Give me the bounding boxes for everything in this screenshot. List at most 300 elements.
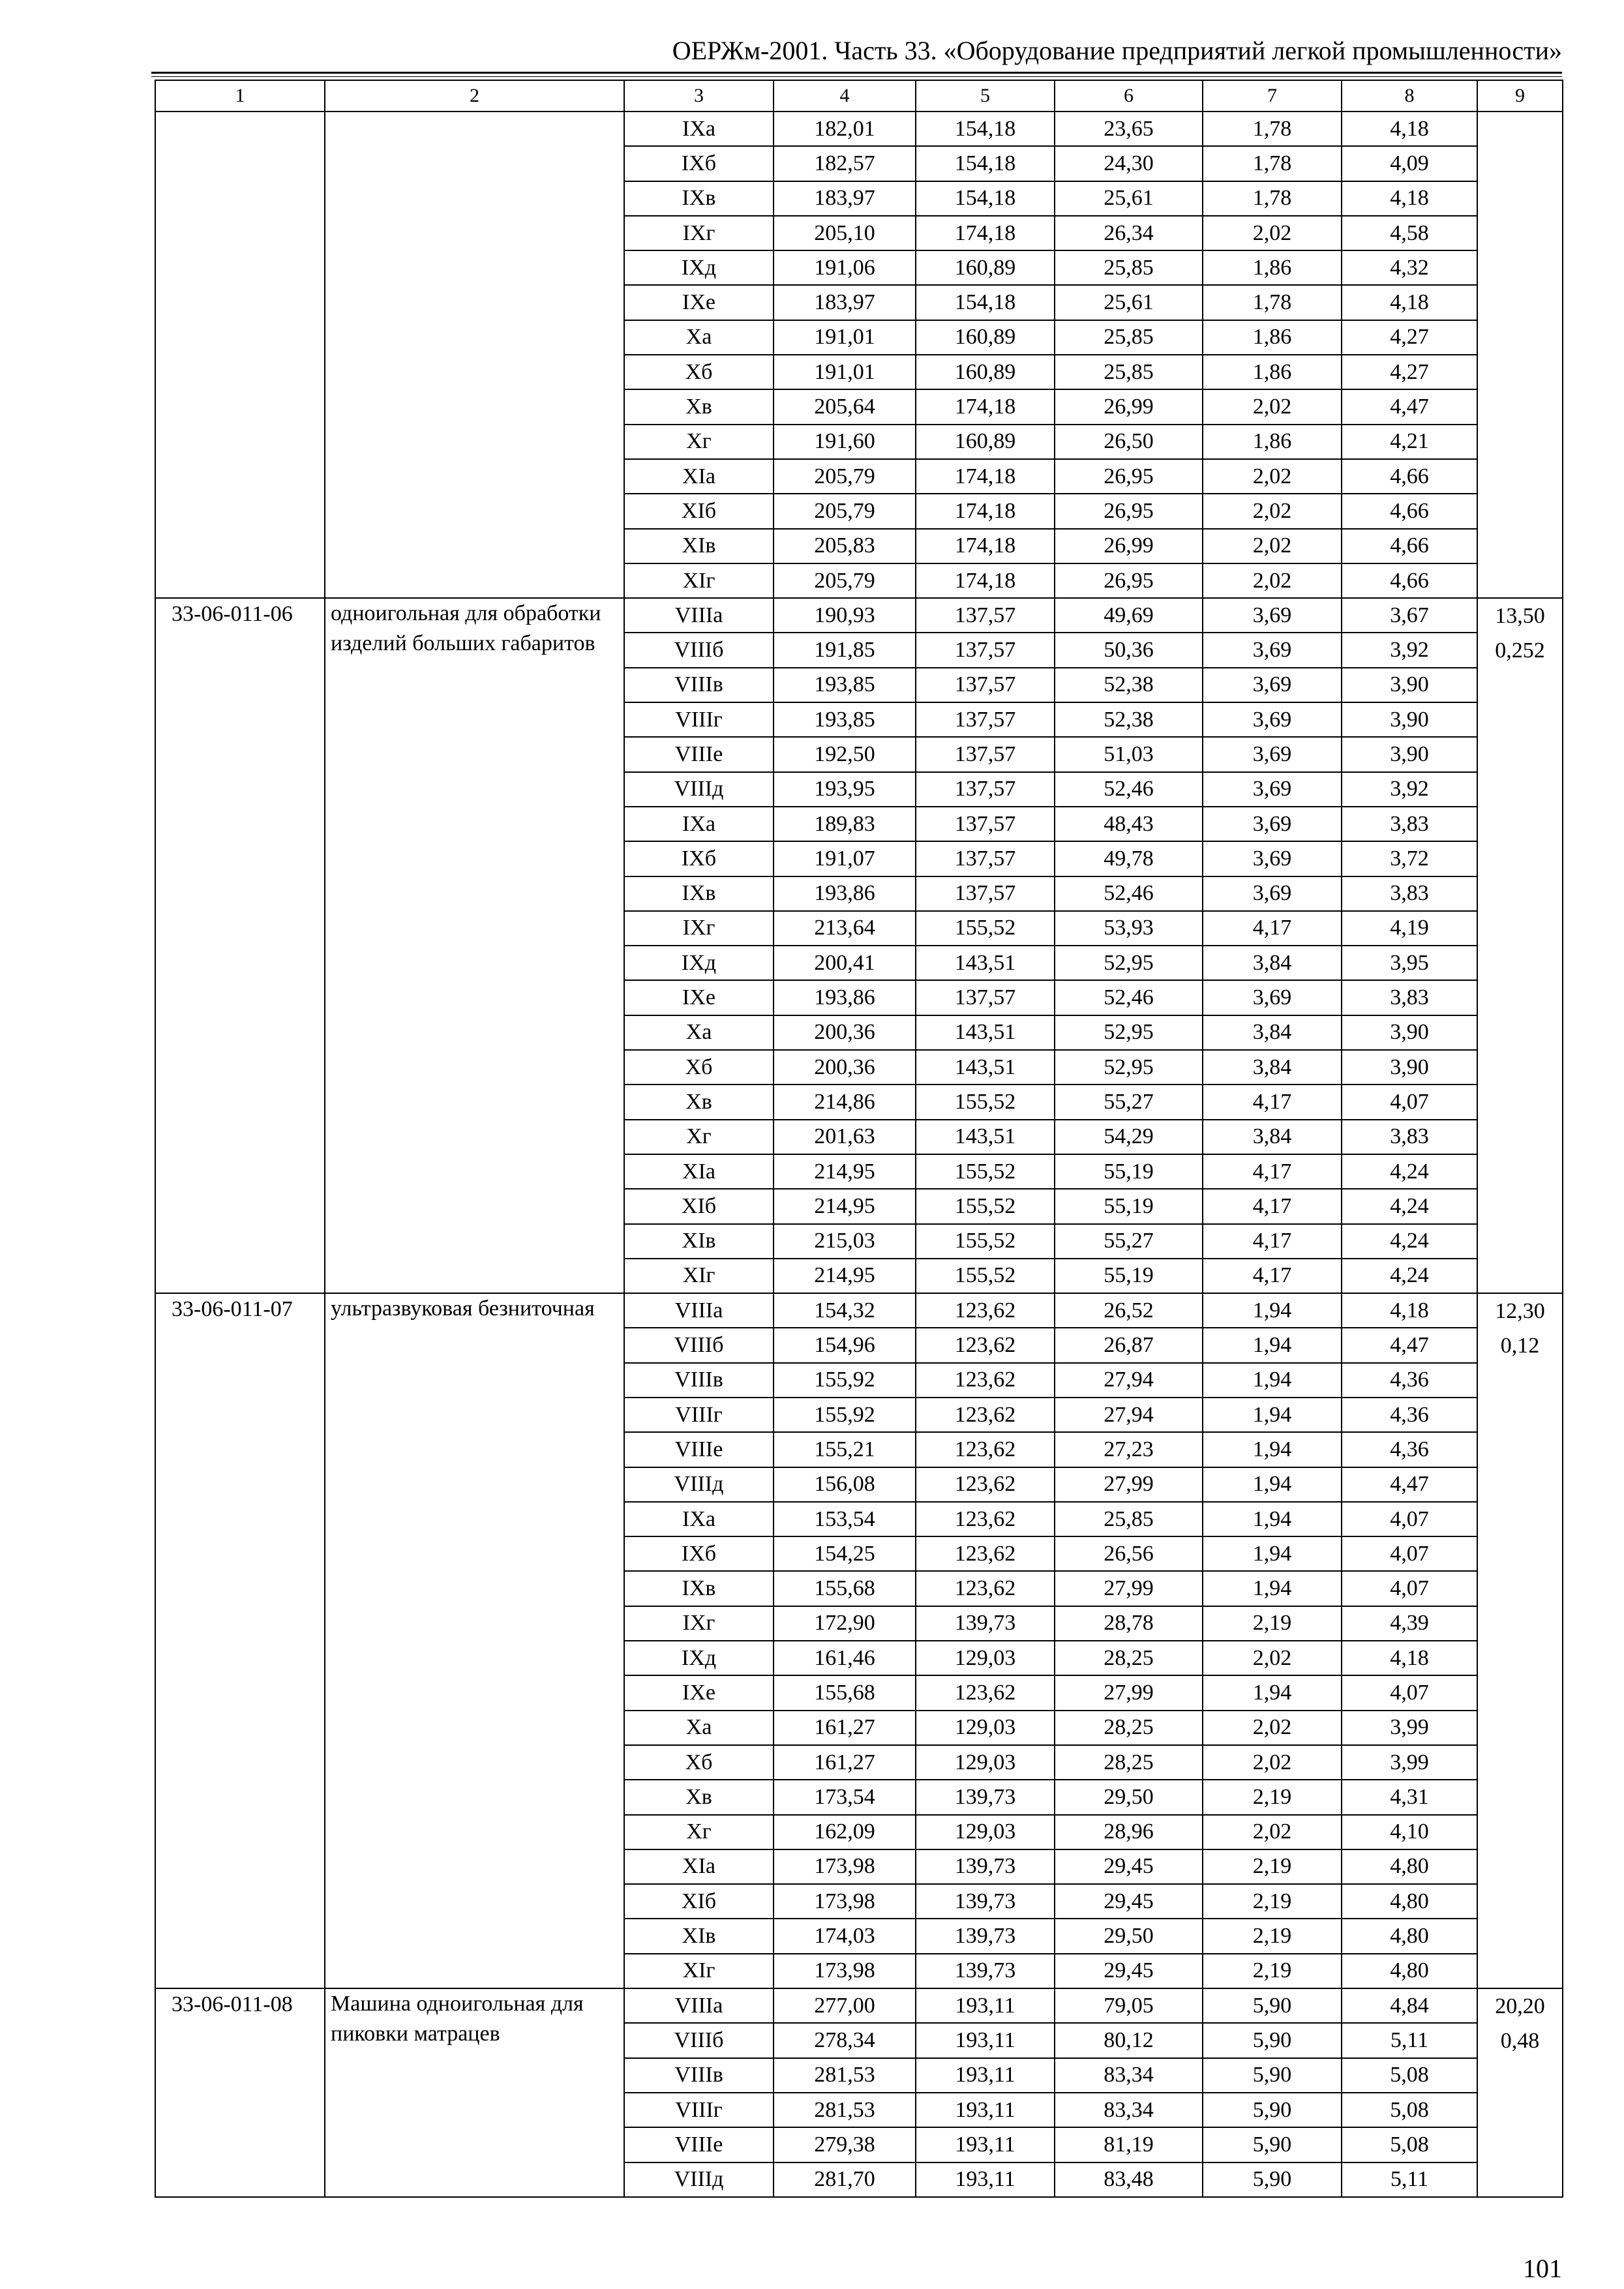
value-cell: 2,02: [1203, 1711, 1342, 1745]
zone-cell: IXб: [624, 841, 774, 876]
value-cell: 1,94: [1203, 1432, 1342, 1467]
value-cell: 190,93: [774, 598, 916, 633]
value-cell: 27,99: [1055, 1571, 1203, 1606]
value-cell: 214,95: [774, 1189, 916, 1223]
zone-cell: Xв: [624, 389, 774, 424]
value-cell: 137,57: [916, 807, 1055, 841]
table-row: [155, 112, 1563, 146]
value-cell: 129,03: [916, 1711, 1055, 1745]
value-cell: 52,38: [1055, 702, 1203, 737]
value-cell: 4,66: [1342, 529, 1477, 563]
value-cell: 4,09: [1342, 146, 1477, 181]
value-cell: 4,07: [1342, 1085, 1477, 1119]
value-cell: 174,18: [916, 563, 1055, 598]
zone-cell: Xб: [624, 1050, 774, 1085]
value-cell: 5,90: [1203, 2162, 1342, 2197]
value-cell: 28,25: [1055, 1745, 1203, 1780]
value-cell: 155,52: [916, 1189, 1055, 1223]
value-cell: 1,86: [1203, 250, 1342, 285]
value-cell: 156,08: [774, 1467, 916, 1502]
value-cell: 4,47: [1342, 1467, 1477, 1502]
zone-cell: VIIIб: [624, 1328, 774, 1362]
value-cell: 26,34: [1055, 216, 1203, 250]
extra-values-cell: [1477, 598, 1563, 1293]
value-cell: 139,73: [916, 1884, 1055, 1919]
value-cell: 281,53: [774, 2093, 916, 2127]
value-cell: 27,94: [1055, 1398, 1203, 1432]
value-cell: 52,95: [1055, 1050, 1203, 1085]
value-cell: 214,95: [774, 1259, 916, 1293]
value-cell: 3,84: [1203, 1015, 1342, 1050]
value-cell: 3,90: [1342, 1050, 1477, 1085]
value-cell: 201,63: [774, 1120, 916, 1154]
value-cell: 3,69: [1203, 633, 1342, 667]
value-cell: 2,02: [1203, 1745, 1342, 1780]
value-cell: 1,94: [1203, 1293, 1342, 1328]
zone-cell: XIв: [624, 1919, 774, 1953]
value-cell: 137,57: [916, 668, 1055, 702]
value-cell: 205,79: [774, 494, 916, 528]
value-cell: 25,85: [1055, 250, 1203, 285]
value-cell: 4,47: [1342, 1328, 1477, 1362]
extra-values-cell: [1477, 112, 1563, 598]
zone-cell: IXа: [624, 807, 774, 841]
zone-cell: XIв: [624, 529, 774, 563]
value-cell: 4,84: [1342, 1988, 1477, 2023]
zone-cell: VIIIв: [624, 2058, 774, 2093]
value-cell: 52,46: [1055, 772, 1203, 807]
value-cell: 3,69: [1203, 668, 1342, 702]
value-cell: 154,18: [916, 146, 1055, 181]
value-cell: 5,90: [1203, 1988, 1342, 2023]
zone-cell: IXд: [624, 1641, 774, 1675]
value-cell: 123,62: [916, 1398, 1055, 1432]
zone-cell: VIIIд: [624, 2162, 774, 2197]
value-cell: 2,02: [1203, 459, 1342, 494]
value-cell: 200,36: [774, 1050, 916, 1085]
value-cell: 182,01: [774, 112, 916, 146]
value-cell: 5,90: [1203, 2023, 1342, 2057]
value-cell: 205,79: [774, 563, 916, 598]
zone-cell: VIIIе: [624, 1432, 774, 1467]
item-code: [155, 112, 325, 598]
value-cell: 3,90: [1342, 668, 1477, 702]
value-cell: 161,27: [774, 1745, 916, 1780]
zone-cell: Xа: [624, 1015, 774, 1050]
zone-cell: VIIIг: [624, 1398, 774, 1432]
value-cell: 1,78: [1203, 112, 1342, 146]
value-cell: 160,89: [916, 250, 1055, 285]
value-cell: 2,02: [1203, 1815, 1342, 1849]
value-cell: 137,57: [916, 876, 1055, 911]
value-cell: 55,19: [1055, 1189, 1203, 1223]
value-cell: 5,08: [1342, 2058, 1477, 2093]
value-cell: 4,18: [1342, 1293, 1477, 1328]
value-cell: 4,80: [1342, 1919, 1477, 1953]
zone-cell: IXб: [624, 146, 774, 181]
value-cell: 155,52: [916, 1259, 1055, 1293]
value-cell: 173,54: [774, 1780, 916, 1814]
item-name: [325, 112, 624, 598]
extra-value: 0,252: [1495, 638, 1545, 663]
value-cell: 1,78: [1203, 181, 1342, 216]
value-cell: 143,51: [916, 946, 1055, 980]
value-cell: 4,36: [1342, 1432, 1477, 1467]
value-cell: 279,38: [774, 2127, 916, 2162]
value-cell: 193,11: [916, 1988, 1055, 2023]
value-cell: 2,19: [1203, 1849, 1342, 1884]
zone-cell: VIIIа: [624, 598, 774, 633]
zone-cell: VIIIг: [624, 2093, 774, 2127]
extra-values-cell: [1477, 1293, 1563, 1988]
value-cell: 154,32: [774, 1293, 916, 1328]
value-cell: 3,69: [1203, 702, 1342, 737]
zone-cell: Xг: [624, 1120, 774, 1154]
value-cell: 1,94: [1203, 1502, 1342, 1536]
value-cell: 1,86: [1203, 320, 1342, 355]
value-cell: 154,96: [774, 1328, 916, 1362]
zone-cell: IXг: [624, 911, 774, 946]
value-cell: 29,45: [1055, 1884, 1203, 1919]
zone-cell: VIIIб: [624, 633, 774, 667]
value-cell: 200,36: [774, 1015, 916, 1050]
value-cell: 49,69: [1055, 598, 1203, 633]
value-cell: 139,73: [916, 1919, 1055, 1953]
column-header: 9: [1477, 80, 1563, 112]
value-cell: 189,83: [774, 807, 916, 841]
value-cell: 4,58: [1342, 216, 1477, 250]
value-cell: 23,65: [1055, 112, 1203, 146]
value-cell: 5,08: [1342, 2127, 1477, 2162]
value-cell: 5,11: [1342, 2023, 1477, 2057]
value-cell: 55,19: [1055, 1259, 1203, 1293]
zone-cell: Xг: [624, 425, 774, 459]
extra-value: 0,12: [1500, 1334, 1540, 1358]
zone-cell: IXв: [624, 1571, 774, 1606]
extra-value: 12,30: [1495, 1299, 1545, 1324]
value-cell: 160,89: [916, 320, 1055, 355]
value-cell: 2,02: [1203, 216, 1342, 250]
zone-cell: XIа: [624, 1154, 774, 1189]
value-cell: 139,73: [916, 1606, 1055, 1641]
value-cell: 137,57: [916, 980, 1055, 1015]
item-code: 33-06-011-07: [155, 1293, 325, 1988]
value-cell: 214,86: [774, 1085, 916, 1119]
zone-cell: IXд: [624, 946, 774, 980]
value-cell: 4,24: [1342, 1259, 1477, 1293]
value-cell: 3,72: [1342, 841, 1477, 876]
column-header: 8: [1342, 80, 1477, 112]
value-cell: 123,62: [916, 1432, 1055, 1467]
value-cell: 191,07: [774, 841, 916, 876]
value-cell: 1,86: [1203, 355, 1342, 389]
value-cell: 79,05: [1055, 1988, 1203, 2023]
value-cell: 52,38: [1055, 668, 1203, 702]
value-cell: 4,17: [1203, 1189, 1342, 1223]
value-cell: 1,78: [1203, 285, 1342, 320]
value-cell: 139,73: [916, 1780, 1055, 1814]
zone-cell: XIг: [624, 1954, 774, 1988]
value-cell: 28,25: [1055, 1641, 1203, 1675]
item-code: 33-06-011-08: [155, 1988, 325, 2197]
value-cell: 1,86: [1203, 425, 1342, 459]
value-cell: 55,19: [1055, 1154, 1203, 1189]
zone-cell: VIIIе: [624, 737, 774, 771]
value-cell: 154,25: [774, 1536, 916, 1571]
zone-cell: IXе: [624, 285, 774, 320]
value-cell: 205,83: [774, 529, 916, 563]
value-cell: 52,95: [1055, 1015, 1203, 1050]
value-cell: 1,94: [1203, 1363, 1342, 1398]
value-cell: 4,36: [1342, 1398, 1477, 1432]
value-cell: 4,24: [1342, 1224, 1477, 1259]
column-number-row: [155, 80, 1563, 112]
value-cell: 48,43: [1055, 807, 1203, 841]
value-cell: 4,19: [1342, 911, 1477, 946]
item-code: 33-06-011-06: [155, 598, 325, 1293]
value-cell: 2,19: [1203, 1606, 1342, 1641]
value-cell: 4,66: [1342, 494, 1477, 528]
value-cell: 27,23: [1055, 1432, 1203, 1467]
value-cell: 5,90: [1203, 2093, 1342, 2127]
value-cell: 205,10: [774, 216, 916, 250]
value-cell: 200,41: [774, 946, 916, 980]
value-cell: 215,03: [774, 1224, 916, 1259]
value-cell: 26,87: [1055, 1328, 1203, 1362]
value-cell: 4,18: [1342, 181, 1477, 216]
value-cell: 155,21: [774, 1432, 916, 1467]
value-cell: 26,95: [1055, 494, 1203, 528]
value-cell: 1,94: [1203, 1467, 1342, 1502]
value-cell: 214,95: [774, 1154, 916, 1189]
value-cell: 4,17: [1203, 1085, 1342, 1119]
value-cell: 26,95: [1055, 563, 1203, 598]
value-cell: 3,83: [1342, 1120, 1477, 1154]
value-cell: 173,98: [774, 1849, 916, 1884]
zone-cell: IXв: [624, 181, 774, 216]
value-cell: 2,02: [1203, 1641, 1342, 1675]
value-cell: 28,96: [1055, 1815, 1203, 1849]
value-cell: 3,69: [1203, 841, 1342, 876]
rates-table: [155, 80, 1563, 2198]
value-cell: 3,84: [1203, 1120, 1342, 1154]
value-cell: 3,92: [1342, 772, 1477, 807]
header-rule: [151, 72, 1562, 77]
item-name: Машина одноигольная для пиковки матрацев: [325, 1988, 624, 2197]
value-cell: 154,18: [916, 112, 1055, 146]
value-cell: 143,51: [916, 1050, 1055, 1085]
zone-cell: IXа: [624, 112, 774, 146]
value-cell: 182,57: [774, 146, 916, 181]
value-cell: 4,18: [1342, 285, 1477, 320]
value-cell: 3,69: [1203, 876, 1342, 911]
value-cell: 4,10: [1342, 1815, 1477, 1849]
value-cell: 155,68: [774, 1571, 916, 1606]
value-cell: 155,52: [916, 1154, 1055, 1189]
zone-cell: IXв: [624, 876, 774, 911]
value-cell: 27,99: [1055, 1675, 1203, 1710]
value-cell: 191,06: [774, 250, 916, 285]
value-cell: 278,34: [774, 2023, 916, 2057]
value-cell: 174,18: [916, 459, 1055, 494]
value-cell: 25,85: [1055, 1502, 1203, 1536]
value-cell: 26,99: [1055, 529, 1203, 563]
value-cell: 153,54: [774, 1502, 916, 1536]
item-name: ультразвуковая безниточная: [325, 1293, 624, 1988]
value-cell: 1,94: [1203, 1536, 1342, 1571]
value-cell: 28,78: [1055, 1606, 1203, 1641]
value-cell: 137,57: [916, 702, 1055, 737]
value-cell: 26,99: [1055, 389, 1203, 424]
value-cell: 193,11: [916, 2058, 1055, 2093]
value-cell: 193,11: [916, 2023, 1055, 2057]
value-cell: 81,19: [1055, 2127, 1203, 2162]
value-cell: 123,62: [916, 1536, 1055, 1571]
value-cell: 193,85: [774, 668, 916, 702]
zone-cell: XIа: [624, 1849, 774, 1884]
value-cell: 155,68: [774, 1675, 916, 1710]
value-cell: 174,18: [916, 494, 1055, 528]
value-cell: 3,90: [1342, 737, 1477, 771]
table-row: [155, 598, 1563, 633]
value-cell: 123,62: [916, 1293, 1055, 1328]
value-cell: 173,98: [774, 1954, 916, 1988]
value-cell: 49,78: [1055, 841, 1203, 876]
value-cell: 137,57: [916, 772, 1055, 807]
value-cell: 277,00: [774, 1988, 916, 2023]
value-cell: 155,52: [916, 1224, 1055, 1259]
zone-cell: VIIIд: [624, 772, 774, 807]
value-cell: 2,02: [1203, 494, 1342, 528]
zone-cell: VIIIб: [624, 2023, 774, 2057]
zone-cell: IXд: [624, 250, 774, 285]
value-cell: 193,86: [774, 980, 916, 1015]
value-cell: 4,17: [1203, 1154, 1342, 1189]
value-cell: 2,19: [1203, 1884, 1342, 1919]
value-cell: 3,95: [1342, 946, 1477, 980]
zone-cell: Xб: [624, 1745, 774, 1780]
value-cell: 3,99: [1342, 1711, 1477, 1745]
zone-cell: IXа: [624, 1502, 774, 1536]
item-name: одноигольная для обработки изделий больших габаритов: [325, 598, 624, 1293]
value-cell: 4,47: [1342, 389, 1477, 424]
value-cell: 191,01: [774, 355, 916, 389]
value-cell: 160,89: [916, 425, 1055, 459]
value-cell: 29,50: [1055, 1919, 1203, 1953]
value-cell: 52,95: [1055, 946, 1203, 980]
value-cell: 83,48: [1055, 2162, 1203, 2197]
value-cell: 55,27: [1055, 1224, 1203, 1259]
value-cell: 281,53: [774, 2058, 916, 2093]
value-cell: 213,64: [774, 911, 916, 946]
zone-cell: VIIIе: [624, 2127, 774, 2162]
value-cell: 3,83: [1342, 876, 1477, 911]
column-header: 1: [155, 80, 325, 112]
value-cell: 5,11: [1342, 2162, 1477, 2197]
value-cell: 4,24: [1342, 1154, 1477, 1189]
value-cell: 26,52: [1055, 1293, 1203, 1328]
value-cell: 2,02: [1203, 389, 1342, 424]
value-cell: 205,79: [774, 459, 916, 494]
value-cell: 1,78: [1203, 146, 1342, 181]
value-cell: 193,11: [916, 2162, 1055, 2197]
zone-cell: XIб: [624, 494, 774, 528]
value-cell: 183,97: [774, 285, 916, 320]
value-cell: 161,27: [774, 1711, 916, 1745]
extra-value: 20,20: [1495, 1994, 1545, 2019]
value-cell: 193,11: [916, 2093, 1055, 2127]
value-cell: 155,52: [916, 1085, 1055, 1119]
value-cell: 80,12: [1055, 2023, 1203, 2057]
value-cell: 3,67: [1342, 598, 1477, 633]
column-header: 6: [1055, 80, 1203, 112]
value-cell: 1,94: [1203, 1328, 1342, 1362]
value-cell: 29,45: [1055, 1954, 1203, 1988]
zone-cell: VIIIг: [624, 702, 774, 737]
value-cell: 4,80: [1342, 1849, 1477, 1884]
zone-cell: VIIIа: [624, 1293, 774, 1328]
zone-cell: IXг: [624, 216, 774, 250]
value-cell: 123,62: [916, 1571, 1055, 1606]
value-cell: 5,90: [1203, 2058, 1342, 2093]
zone-cell: IXг: [624, 1606, 774, 1641]
column-header: 7: [1203, 80, 1342, 112]
extra-value: 0,48: [1500, 2029, 1540, 2054]
zone-cell: VIIIв: [624, 668, 774, 702]
value-cell: 2,19: [1203, 1954, 1342, 1988]
zone-cell: Xв: [624, 1780, 774, 1814]
value-cell: 3,69: [1203, 598, 1342, 633]
page-header: ОЕРЖм-2001. Часть 33. «Оборудование предприятий легкой промышленности»: [672, 36, 1562, 65]
value-cell: 51,03: [1055, 737, 1203, 771]
value-cell: 54,29: [1055, 1120, 1203, 1154]
value-cell: 137,57: [916, 841, 1055, 876]
value-cell: 1,94: [1203, 1398, 1342, 1432]
value-cell: 25,85: [1055, 320, 1203, 355]
value-cell: 137,57: [916, 633, 1055, 667]
extra-values-cell: [1477, 1988, 1563, 2197]
value-cell: 3,83: [1342, 980, 1477, 1015]
value-cell: 1,94: [1203, 1675, 1342, 1710]
value-cell: 162,09: [774, 1815, 916, 1849]
zone-cell: Xа: [624, 1711, 774, 1745]
zone-cell: XIг: [624, 563, 774, 598]
value-cell: 281,70: [774, 2162, 916, 2197]
value-cell: 29,45: [1055, 1849, 1203, 1884]
zone-cell: Xг: [624, 1815, 774, 1849]
value-cell: 154,18: [916, 181, 1055, 216]
value-cell: 183,97: [774, 181, 916, 216]
zone-cell: IXе: [624, 980, 774, 1015]
value-cell: 123,62: [916, 1502, 1055, 1536]
zone-cell: XIв: [624, 1224, 774, 1259]
value-cell: 3,84: [1203, 1050, 1342, 1085]
value-cell: 3,69: [1203, 980, 1342, 1015]
zone-cell: VIIIд: [624, 1467, 774, 1502]
value-cell: 4,18: [1342, 1641, 1477, 1675]
value-cell: 123,62: [916, 1363, 1055, 1398]
value-cell: 174,03: [774, 1919, 916, 1953]
value-cell: 4,21: [1342, 425, 1477, 459]
value-cell: 26,56: [1055, 1536, 1203, 1571]
value-cell: 205,64: [774, 389, 916, 424]
value-cell: 155,92: [774, 1363, 916, 1398]
value-cell: 53,93: [1055, 911, 1203, 946]
value-cell: 4,36: [1342, 1363, 1477, 1398]
value-cell: 155,92: [774, 1398, 916, 1432]
value-cell: 1,94: [1203, 1571, 1342, 1606]
value-cell: 191,85: [774, 633, 916, 667]
